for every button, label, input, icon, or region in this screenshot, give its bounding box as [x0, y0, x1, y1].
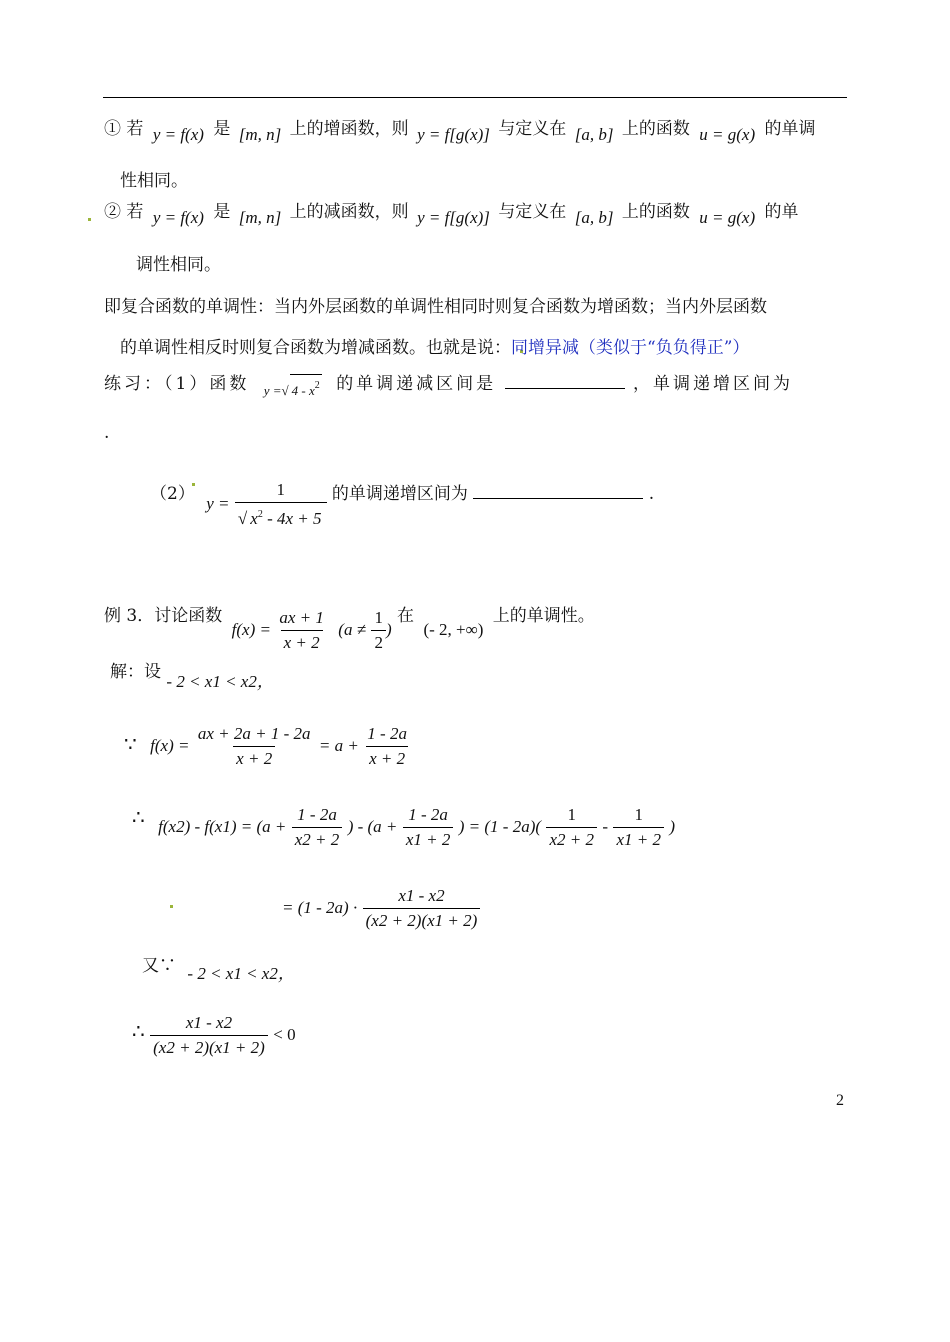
example-text: 上的单调性。	[492, 606, 595, 626]
exercise-2-lhs: y =	[206, 494, 230, 513]
exercise-2-text: 的单调递增区间为	[331, 484, 468, 504]
fraction-numerator: 1	[276, 480, 285, 499]
step-2-eq: ) = (1 - 2a)(	[458, 817, 542, 836]
step-2-minus: -	[602, 817, 609, 836]
math-u-equals-gx: u = g(x)	[699, 208, 756, 227]
therefore-symbol: ∴	[132, 805, 145, 829]
final-relation: < 0	[273, 1025, 296, 1044]
fraction-numerator: 1	[567, 805, 576, 824]
step-2-fraction-3	[546, 803, 597, 852]
fraction-numerator: 1	[374, 608, 383, 627]
exercise-2-line	[150, 468, 655, 528]
fraction-numerator: 1 - 2a	[367, 724, 407, 743]
fraction-numerator: ax + 2a + 1 - 2a	[197, 724, 311, 743]
summary-highlight: 同增异减（类似于“负负得正”）	[511, 338, 750, 358]
rule-1-continuation: 性相同。	[120, 171, 188, 191]
rule-2-text: 是	[213, 202, 231, 222]
rule-2-text: 的单	[764, 202, 799, 222]
solution-again-line	[142, 955, 295, 983]
exercise-text: ，单调递增区间为	[633, 374, 793, 394]
step-2-mid: ) - (a +	[347, 817, 398, 836]
example-text: 在	[397, 606, 415, 626]
circled-two-marker: ②	[104, 202, 121, 222]
step-1-eq: = a +	[318, 736, 359, 755]
fraction-numerator: 1 - 2a	[408, 805, 448, 824]
rule-2-text: 上的函数	[621, 202, 690, 222]
speck-mark	[170, 905, 173, 908]
den-var: x	[250, 509, 258, 528]
exercise-2-label: （2）	[150, 484, 195, 504]
example-3-line	[104, 592, 595, 652]
fraction-denominator: √ $x^2 - 4x + 5$	[235, 502, 327, 531]
fraction-denominator: x2 + 2	[292, 827, 343, 852]
circled-one-marker: ①	[104, 119, 121, 139]
fraction-numerator: 1 - 2a	[297, 805, 337, 824]
rule-2-text: 上的减函数，则	[289, 202, 409, 222]
rule-2-continuation: 调性相同。	[136, 255, 221, 275]
solution-step-2	[132, 803, 675, 852]
den-radicand	[248, 503, 323, 531]
step-3-fraction	[363, 884, 481, 933]
math-u-equals-gx: u = g(x)	[699, 125, 756, 144]
step-2-fraction-2	[403, 803, 454, 852]
radicand	[290, 374, 322, 402]
solution-setup-line	[110, 661, 274, 691]
rule-1-text: 若	[126, 119, 144, 139]
den-rest: - 4x + 5	[262, 509, 322, 528]
page-number: 2	[836, 1092, 844, 1109]
example-interval: (- 2, +∞)	[423, 620, 484, 639]
exercise-1-end: .	[104, 423, 110, 443]
condition-close: )	[385, 620, 392, 639]
fraction-denominator: x + 2	[281, 630, 323, 655]
step-2-fraction-4	[613, 803, 664, 852]
final-fraction	[150, 1011, 268, 1060]
solution-step-1	[124, 722, 410, 771]
fraction-numerator: x1 - x2	[185, 1013, 233, 1032]
step-2-fraction-1	[292, 803, 343, 852]
fraction-denominator: x1 + 2	[613, 827, 664, 852]
rule-2-line	[104, 201, 799, 227]
radicand-exponent: 2	[314, 380, 320, 391]
den-exponent: 2	[257, 509, 263, 520]
math-composite: y = f[g(x)]	[417, 125, 490, 144]
speck-mark	[88, 218, 91, 221]
rule-1-text: 是	[213, 119, 231, 139]
math-interval-mn: [m, n]	[238, 208, 282, 227]
solution-label: 解：设	[110, 662, 161, 682]
math-interval-ab: [a, b]	[574, 208, 614, 227]
math-composite: y = f[g(x)]	[417, 208, 490, 227]
exercise-1-line	[104, 368, 793, 396]
rule-2-text: 若	[126, 202, 144, 222]
example-label: 例 3．讨论函数	[104, 606, 223, 626]
because-symbol: ∵	[124, 732, 137, 756]
solution-setup: - 2 < x1 < x2，	[166, 672, 274, 691]
example-condition: (a ≠	[338, 620, 367, 639]
exercise-label: 练习：（1）函数	[104, 374, 250, 394]
summary-text: 的单调性相反时则复合函数为增减函数。也就是说：	[120, 338, 511, 358]
fraction-denominator: 2	[371, 630, 386, 655]
step-1-fraction	[195, 722, 314, 771]
answer-blank-decreasing[interactable]	[505, 372, 625, 389]
rule-2-text: 与定义在	[498, 202, 567, 222]
summary-line-1: 即复合函数的单调性：当内外层函数的单调性相同时则复合函数为增函数；当内外层函数	[104, 297, 767, 317]
step-1-fraction-2	[364, 722, 410, 771]
fraction-denominator: x + 2	[233, 746, 275, 771]
solution-step-3	[282, 884, 480, 933]
example-f-lhs: f(x) =	[231, 620, 271, 639]
fraction-denominator: x1 + 2	[403, 827, 454, 852]
fraction-denominator: (x2 + 2)(x1 + 2)	[150, 1035, 268, 1060]
step-2-lhs: f(x2) - f(x1) = (a +	[158, 817, 287, 836]
header-rule	[103, 97, 847, 98]
rule-1-text: 与定义在	[498, 119, 567, 139]
fraction-denominator: x2 + 2	[546, 827, 597, 852]
fraction-numerator: x1 - x2	[398, 886, 445, 905]
step-3-lhs: = (1 - 2a) ·	[282, 898, 358, 917]
rule-1-text: 的单调	[764, 119, 816, 139]
exercise-2-fraction	[235, 478, 327, 531]
math-interval-ab: [a, b]	[574, 125, 614, 144]
step-2-close: )	[669, 817, 676, 836]
condition-fraction	[371, 606, 386, 655]
func-prefix: y =	[263, 383, 282, 398]
fraction-numerator: ax + 1	[279, 608, 324, 627]
radicand-text: 4 - x	[291, 383, 315, 398]
again-label: 又∵	[142, 956, 176, 976]
exercise-text: 的单调递减区间是	[336, 374, 497, 394]
solution-final-line	[132, 1011, 296, 1060]
fraction-numerator: 1	[634, 805, 643, 824]
summary-line-2	[120, 337, 749, 359]
answer-blank-increasing[interactable]	[473, 482, 643, 499]
fraction-denominator: (x2 + 2)(x1 + 2)	[363, 908, 481, 933]
example-fraction	[276, 606, 327, 655]
math-sqrt-function: y =√ 4 - x2	[264, 383, 322, 398]
math-y-equals-fx: y = f(x)	[152, 125, 204, 144]
step-1-lhs: f(x) =	[150, 736, 190, 755]
again-condition: - 2 < x1 < x2，	[187, 964, 295, 983]
rule-1-text: 上的函数	[621, 119, 690, 139]
therefore-symbol: ∴	[132, 1019, 145, 1043]
rule-1-line	[104, 118, 816, 144]
exercise-2-end: .	[648, 484, 655, 504]
rule-1-text: 上的增函数，则	[289, 119, 409, 139]
math-y-equals-fx: y = f(x)	[152, 208, 204, 227]
math-interval-mn: [m, n]	[238, 125, 282, 144]
fraction-denominator: x + 2	[366, 746, 408, 771]
